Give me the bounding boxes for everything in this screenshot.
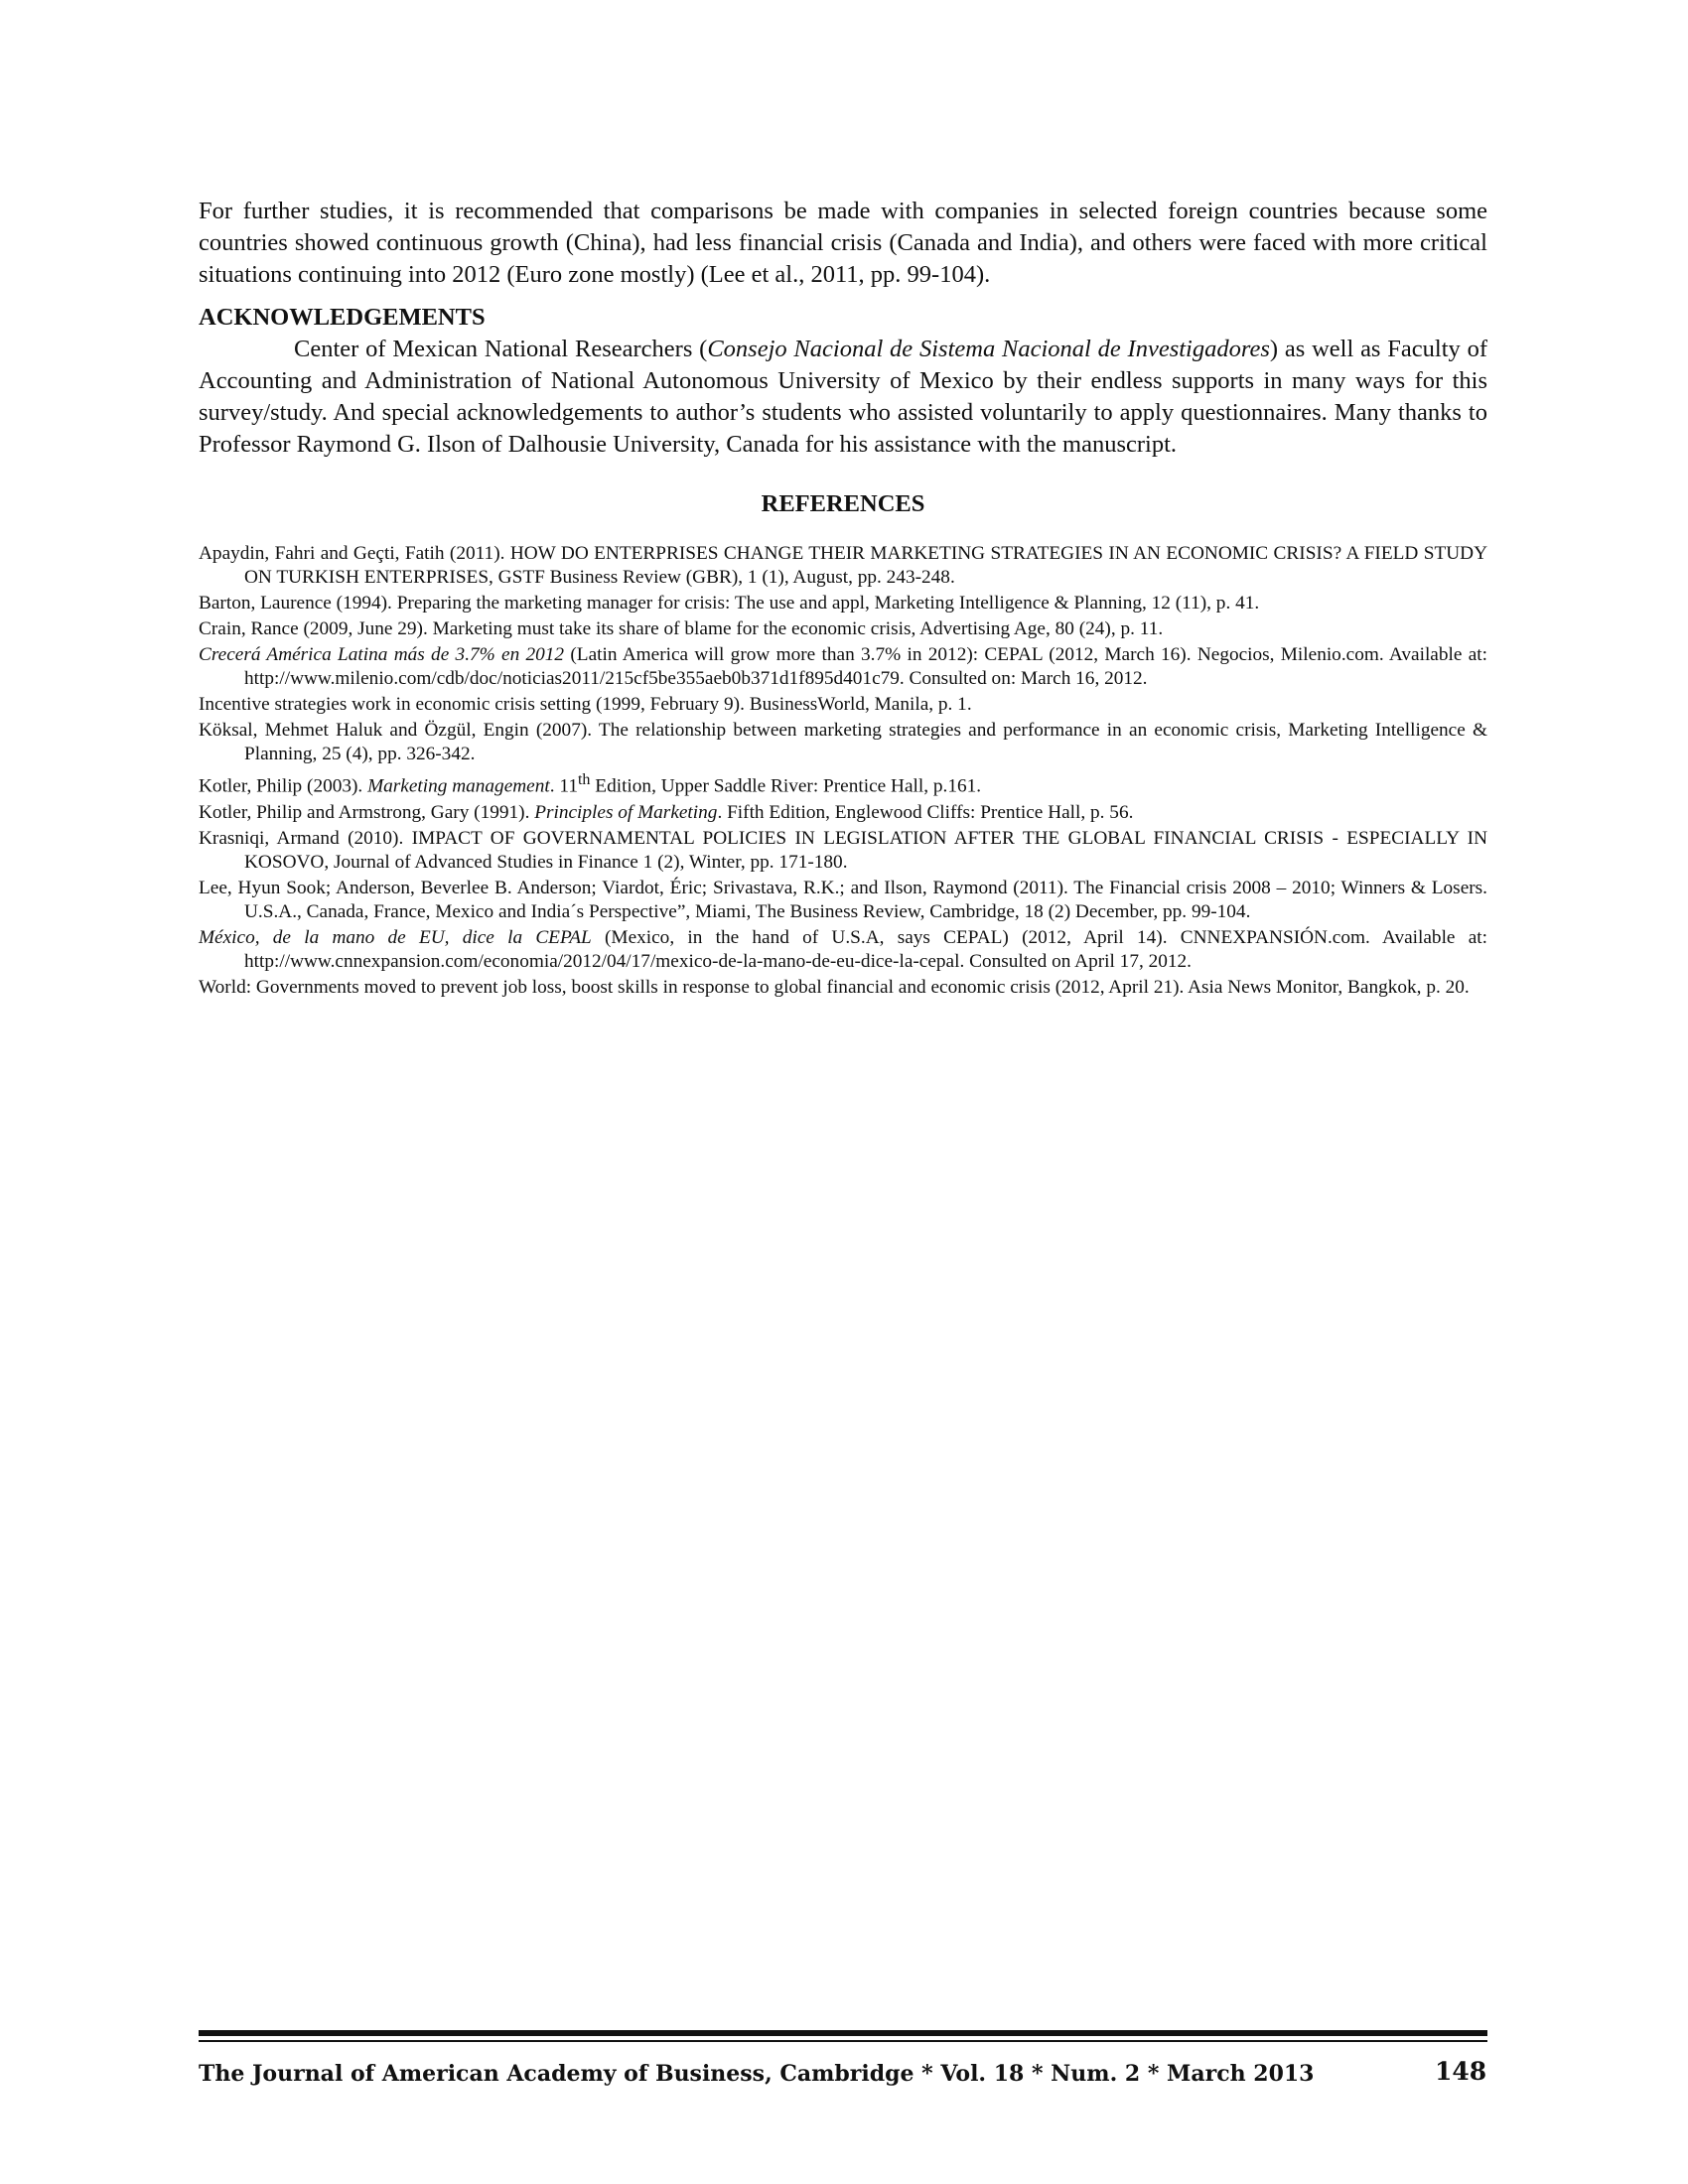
reference-item: Apaydin, Fahri and Geçti, Fatih (2011). HOW DO ENTERPRISES CHANGE THEIR MARKETING STRATEGIES IN AN ECONOMIC CRISIS? A FIELD STUDY ON TURKISH ENTERPRISES, GSTF Business Review (GBR), 1 (1), August, pp. 243-248. xyxy=(199,543,1487,588)
reference-details: Edition, Upper Saddle River: Prentice Hall, p.161. xyxy=(590,775,982,797)
reference-item: World: Governments moved to prevent job loss, boost skills in response to global financial and economic crisis (2012, April 21). Asia News Monitor, Bangkok, p. 20. xyxy=(199,976,1470,998)
reference-item: Crain, Rance (2009, June 29). Marketing must take its share of blame for the economic crisis, Advertising Age, 80 (24), p. 11. xyxy=(199,618,1164,640)
page-number: 148 xyxy=(1435,2057,1487,2086)
reference-item: Köksal, Mehmet Haluk and Özgül, Engin (2007). The relationship between marketing strategies and performance in an economic crisis, Marketing Intelligence & Planning, 25 (4), pp. 326-342. xyxy=(199,720,1487,765)
page-body xyxy=(199,196,1487,1002)
references-heading: REFERENCES xyxy=(761,490,925,517)
reference-author: Kotler, Philip (2003). xyxy=(199,775,368,797)
reference-title: México, de la mano de EU, dice la CEPAL xyxy=(199,926,592,948)
reference-superscript: th xyxy=(577,771,591,789)
reference-item xyxy=(199,926,1487,973)
reference-details: (Latin America will grow more than 3.7% in 2012): CEPAL (2012, March 16). Negocios, Milenio.com. Available at: http://www.milenio.com/cdb/doc/noticias2011/215cf5be355aeb0b371d1f895d401c79. Consulted on: March 16, 2012. xyxy=(244,644,1487,690)
reference-title: Crecerá América Latina más de 3.7% en 2012 xyxy=(199,644,565,666)
reference-title: Marketing management xyxy=(367,775,550,797)
footer-rule-thin xyxy=(199,2040,1487,2042)
reference-item: Lee, Hyun Sook; Anderson, Beverlee B. Anderson; Viardot, Éric; Srivastava, R.K.; and Ilson, Raymond (2011). The Financial crisis 2008 – 2010; Winners & Losers. U.S.A., Canada, France, Mexico and India´s Perspective”, Miami, The Business Review, Cambridge, 18 (2) December, pp. 99-104. xyxy=(199,878,1487,922)
reference-item: Incentive strategies work in economic crisis setting (1999, February 9). BusinessWorld, Manila, p. 1. xyxy=(199,694,972,716)
reference-item: Krasniqi, Armand (2010). IMPACT OF GOVERNAMENTAL POLICIES IN LEGISLATION AFTER THE GLOBAL FINANCIAL CRISIS - ESPECIALLY IN KOSOVO, Journal of Advanced Studies in Finance 1 (2), Winter, pp. 171-180. xyxy=(199,828,1487,873)
reference-edition: . 11 xyxy=(549,775,578,797)
acknowledgements-heading: ACKNOWLEDGEMENTS xyxy=(199,304,486,331)
acknowledgements-paragraph xyxy=(199,334,1487,461)
references-list xyxy=(199,542,1487,1000)
reference-title: Principles of Marketing xyxy=(534,801,718,823)
reference-details: . Fifth Edition, Englewood Cliffs: Prentice Hall, p. 56. xyxy=(717,801,1134,823)
reference-details: (Mexico, in the hand of U.S.A, says CEPAL) (2012, April 14). CNNEXPANSIÓN.com. Available at: http://www.cnnexpansion.com/economia/2012/04/17/mexico-de-la-mano-de-eu-dice-la-cepal. Consulted on April 17, 2012. xyxy=(244,926,1488,972)
reference-item xyxy=(199,768,1487,798)
ack-text-post: ) as well as Faculty of Accounting and Administration of National Autonomous University of Mexico by their endless supports in many ways for this survey/study. And special acknowledgements to author’s students who assisted voluntarily to apply questionnaires. Many thanks to Professor Raymond G. Ilson of Dalhousie University, Canada for his assistance with the manuscript. xyxy=(199,336,1487,458)
paragraph-further-studies: For further studies, it is recommended that comparisons be made with companies in selected foreign countries because some countries showed continuous growth (China), had less financial crisis (Canada and India), and others were faced with more critical situations continuing into 2012 (Euro zone mostly) (Lee et al., 2011, pp. 99-104). xyxy=(199,198,1487,288)
reference-item xyxy=(199,801,1487,825)
page-footer xyxy=(199,2057,1487,2087)
ack-text-pre: Center of Mexican National Researchers ( xyxy=(294,336,708,362)
journal-citation: The Journal of American Academy of Business, Cambridge * Vol. 18 * Num. 2 * March 2013 xyxy=(199,2061,1315,2087)
reference-item xyxy=(199,643,1487,690)
reference-author: Kotler, Philip and Armstrong, Gary (1991). xyxy=(199,801,535,823)
footer-rule-thick xyxy=(199,2030,1487,2036)
reference-item: Barton, Laurence (1994). Preparing the marketing manager for crisis: The use and appl, Marketing Intelligence & Planning, 12 (11), p. 41. xyxy=(199,592,1260,614)
ack-text-italic: Consejo Nacional de Sistema Nacional de Investigadores xyxy=(707,336,1270,362)
